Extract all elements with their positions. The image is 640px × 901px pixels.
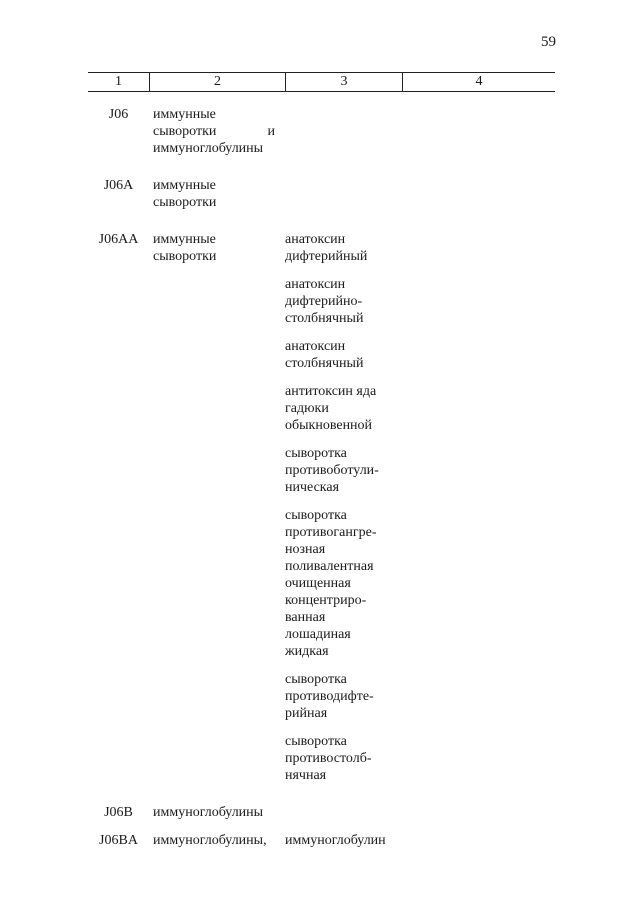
table-row bbox=[88, 231, 555, 784]
drug-item bbox=[285, 733, 402, 784]
drug-name-line: антитоксин яда bbox=[285, 384, 377, 399]
group-name-line: иммунные bbox=[153, 232, 216, 247]
drug-name-line: анатоксин bbox=[285, 277, 346, 292]
group-name-word: сыворотки bbox=[153, 124, 217, 139]
group-name bbox=[149, 804, 285, 821]
atc-code: J06A bbox=[103, 178, 134, 193]
drug-name-line: лошадиная bbox=[285, 627, 351, 642]
drug-name-line: анатоксин bbox=[285, 339, 346, 354]
drug-name-line: противостолб- bbox=[285, 751, 372, 766]
drug-item bbox=[285, 276, 402, 327]
group-name-line: иммунные bbox=[153, 178, 216, 193]
drug-name-line: дифтерийный bbox=[285, 249, 368, 264]
drug-name-line: рийная bbox=[285, 706, 328, 721]
drug-name-line: сыворотка bbox=[285, 446, 347, 461]
drug-name-line: дифтерийно- bbox=[285, 294, 363, 309]
drug-name-line: жидкая bbox=[285, 644, 329, 659]
group-name bbox=[149, 106, 285, 157]
drug-name-line: сыворотка bbox=[285, 508, 347, 523]
column-header-1: 1 bbox=[115, 74, 122, 89]
table-row bbox=[88, 804, 555, 821]
drug-name-line: иммуноглобулин bbox=[285, 833, 386, 848]
drug-item bbox=[285, 832, 402, 849]
drug-name-line: концентриро- bbox=[285, 593, 367, 608]
drug-name-line: поливалентная bbox=[285, 559, 374, 574]
page-number: 59 bbox=[541, 34, 556, 50]
table-header bbox=[88, 72, 555, 92]
drug-name-line: столбнячный bbox=[285, 311, 364, 326]
drug-item bbox=[285, 231, 402, 265]
drug-name-line: противогангре- bbox=[285, 525, 377, 540]
column-header-3: 3 bbox=[285, 73, 402, 91]
table-body bbox=[88, 106, 555, 849]
drug-name-line: ванная bbox=[285, 610, 326, 625]
atc-code: J06BA bbox=[99, 833, 138, 848]
group-name bbox=[149, 832, 285, 849]
drug-name-line: нозная bbox=[285, 542, 326, 557]
group-name-conjunction: и bbox=[267, 124, 275, 139]
drug-name-line: анатоксин bbox=[285, 232, 346, 247]
drug-item bbox=[285, 338, 402, 372]
drug-item bbox=[285, 445, 402, 496]
atc-code: J06AA bbox=[98, 232, 139, 247]
group-name-line: иммуноглобулины bbox=[153, 805, 264, 820]
atc-code: J06 bbox=[108, 107, 129, 122]
drug-name-line: обыкновенной bbox=[285, 418, 373, 433]
group-name bbox=[149, 231, 285, 265]
drug-name-line: нячная bbox=[285, 768, 327, 783]
group-name-line: иммуноглобулины bbox=[153, 141, 264, 156]
drug-name-line: противоботули- bbox=[285, 463, 379, 478]
drug-item bbox=[285, 671, 402, 722]
table-row bbox=[88, 177, 555, 211]
drug-name-line: столбнячный bbox=[285, 356, 364, 371]
drug-list bbox=[285, 832, 402, 849]
table-row bbox=[88, 106, 555, 157]
drug-item bbox=[285, 507, 402, 660]
table-row bbox=[88, 832, 555, 849]
group-name-line: сыворотки bbox=[153, 195, 217, 210]
column-header-2: 2 bbox=[149, 73, 285, 91]
column-header-4: 4 bbox=[402, 73, 555, 91]
group-name-line: иммуноглобулины, bbox=[153, 833, 267, 848]
group-name bbox=[149, 177, 285, 211]
atc-code: J06B bbox=[104, 805, 133, 820]
drug-name-line: противодифте- bbox=[285, 689, 374, 704]
group-name-line: сыворотки bbox=[153, 249, 217, 264]
drug-list bbox=[285, 231, 402, 784]
drug-name-line: сыворотка bbox=[285, 734, 347, 749]
drug-item bbox=[285, 383, 402, 434]
group-name-line bbox=[153, 123, 275, 140]
drug-name-line: гадюки bbox=[285, 401, 329, 416]
group-name-line: иммунные bbox=[153, 107, 216, 122]
drug-name-line: ническая bbox=[285, 480, 340, 495]
drug-name-line: очищенная bbox=[285, 576, 351, 591]
drug-name-line: сыворотка bbox=[285, 672, 347, 687]
